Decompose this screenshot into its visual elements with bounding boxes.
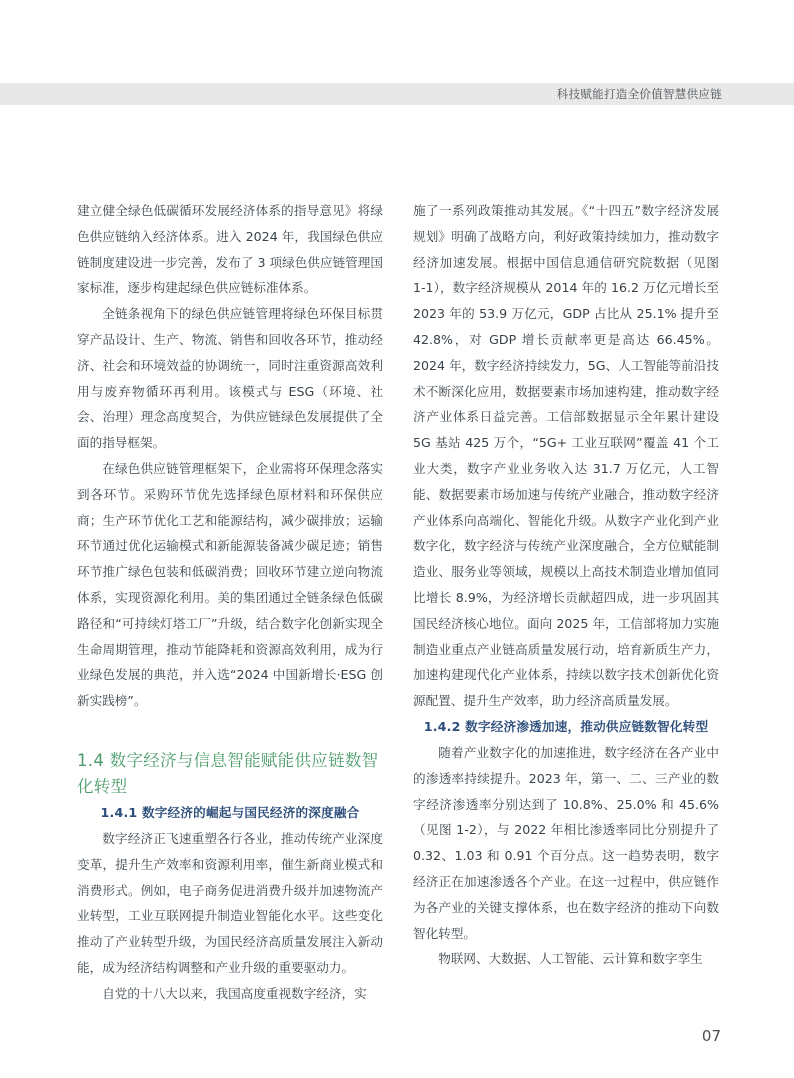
running-header-band (0, 83, 794, 105)
left-column (77, 198, 383, 1007)
right-column (413, 198, 719, 972)
paragraph: 施了一系列政策推动其发展。《“十四五”数字经济发展规划》明确了战略方向，利好政策持续加力，推动数字经济加速发展。根据中国信息通信研究院数据（见图 1-1），数字经济规模从 2014 年的 16.2 万亿元增长至 2023 年的 53.9 万亿元，GDP 占比从 25.1% 提升至 42.8%，对 GDP 增长贡献率更是高达 66.45%。2024 年，数字经济持续发力，5G、人工智能等前沿技术不断深化应用，数据要素市场加速构建，推动数字经济产业体系日益完善。工信部数据显示全年累计建设 5G 基站 425 万个，“5G+ 工业互联网”覆盖 41 个工业大类，数字产业业务收入达 31.7 万亿元，人工智能、数据要素市场加速与传统产业融合，推动数字经济产业体系向高端化、智能化升级。从数字产业化到产业数字化，数字经济与传统产业深度融合，全方位赋能制造业、服务业等领域，规模以上高技术制造业增加值同比增长 8.9%，为经济增长贡献超四成，进一步巩固其国民经济核心地位。面向 2025 年，工信部将加力实施制造业重点产业链高质量发展行动，培育新质生产力，加速构建现代化产业体系，持续以数字技术创新优化资源配置、提升生产效率，助力经济高质量发展。 (413, 203, 719, 709)
paragraph: 数字经济正飞速重塑各行各业，推动传统产业深度变革，提升生产效率和资源利用率，催生新商业模式和消费形式。例如，电子商务促进消费升级并加速物流产业转型，工业互联网提升制造业智能化水平。这些变化推动了产业转型升级，为国民经济高质量发展注入新动能，成为经济结构调整和产业升级的重要驱动力。 (77, 830, 383, 975)
paragraph: 在绿色供应链管理框架下，企业需将环保理念落实到各环节。采购环节优先选择绿色原材料和环保供应商；生产环节优化工艺和能源结构，减少碳排放；运输环节通过优化运输模式和新能源装备减少碳足迹；销售环节推广绿色包装和低碳消费；回收环节建立逆向物流体系，实现资源化利用。美的集团通过全链条绿色低碳路径和“可持续灯塔工厂”升级，结合数字化创新实现全生命周期管理，推动节能降耗和资源高效利用，成为行业绿色发展的典范，并入选“2024 中国新增长·ESG 创新实践榜”。 (77, 460, 383, 709)
subsection-heading: 1.4.2 数字经济渗透加速，推动供应链数智化转型 (423, 718, 709, 734)
section-heading: 1.4 数字经济与信息智能赋能供应链数智化转型 (77, 750, 379, 796)
paragraph: 全链条视角下的绿色供应链管理将绿色环保目标贯穿产品设计、生产、物流、销售和回收各环节，推动经济、社会和环境效益的协调统一，同时注重资源高效利用与废弃物循环再利用。该模式与 ESG（环境、社会、治理）理念高度契合，为供应链绿色发展提供了全面的指导框架。 (77, 306, 383, 451)
paragraph: 随着产业数字化的加速推进，数字经济在各产业中的渗透率持续提升。2023 年，第一、二、三产业的数字经济渗透率分别达到了 10.8%、25.0% 和 45.6%（见图 1-2），与 2022 年相比渗透率同比分别提升了 0.32、1.03 和 0.91 个百分点。这一趋势表明，数字经济正在加速渗透各个产业。在这一过程中，供应链作为各产业的关键支撑体系，也在数字经济的推动下向数智化转型。 (413, 744, 719, 941)
running-header-title: 科技赋能打造全价值智慧供应链 (556, 87, 722, 101)
paragraph: 建立健全绿色低碳循环发展经济体系的指导意见》将绿色供应链纳入经济体系。进入 2024 年，我国绿色供应链制度建设进一步完善，发布了 3 项绿色供应链管理国家标准，逐步构建起绿色供应链标准体系。 (77, 203, 383, 296)
paragraph: 物联网、大数据、人工智能、云计算和数字孪生 (438, 951, 703, 967)
page-number: 07 (701, 1027, 721, 1045)
paragraph: 自党的十八大以来，我国高度重视数字经济，实 (102, 985, 367, 1001)
subsection-heading: 1.4.1 数字经济的崛起与国民经济的深度融合 (100, 804, 360, 820)
